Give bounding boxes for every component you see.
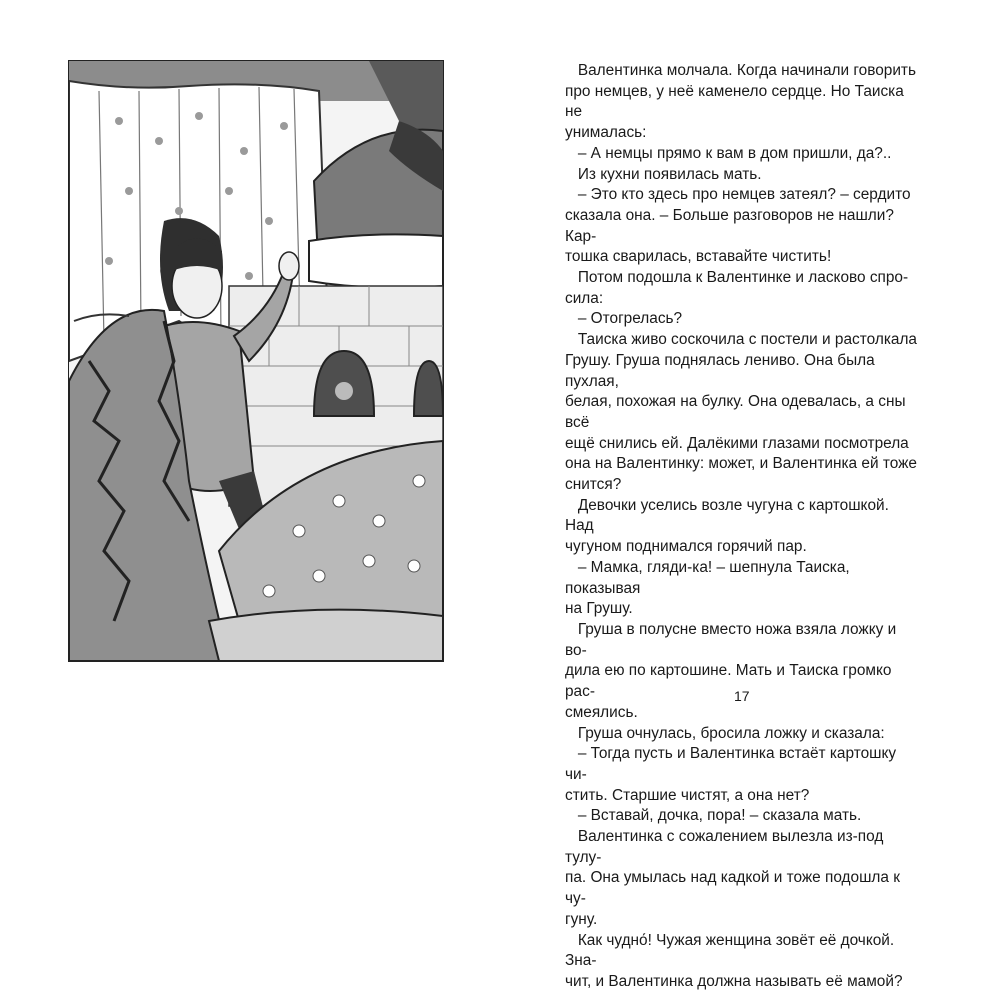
body-text [565,61,917,993]
text-line: Грушу. Груша поднялась лениво. Она была пухлая, [565,351,875,390]
text-line: – Вставай, дочка, пора! – сказала мать. [565,807,862,825]
text-line: Из кухни появилась мать. [565,165,762,183]
text-line: Валентинка с сожалением вылезла из-под тулу- [565,828,884,866]
text-line: – Отогрелась? [565,310,683,328]
text-line: ещё снились ей. Далёкими глазами посмотрела [565,434,909,452]
text-line: чит, и Валентинка должна называть её мамой? [565,972,903,990]
text-line: белая, похожая на булку. Она одевалась, а сны всё [565,393,906,431]
text-line: смеялись. [565,703,638,721]
text-line: – Мамка, гляди-ка! – шепнула Таиска, показывая [565,558,850,597]
text-line: дила ею по картошине. Мать и Таиска громко рас- [565,662,892,701]
text-line: унималась: [565,124,647,142]
text-line: она на Валентинку: может, и Валентинка ей тоже [565,455,917,473]
text-line: стить. Старшие чистят, а она нет? [565,786,810,804]
text-line: Таиска живо соскочила с постели и растолкала [565,331,917,349]
text-line: сказала она. – Больше разговоров не нашли? Кар- [565,206,894,245]
text-line: – Тогда пусть и Валентинка встаёт картошку чи- [565,745,897,783]
text-line: па. Она умылась над кадкой и тоже подошла к чу- [565,869,900,908]
text-line: Валентинка молчала. Когда начинали говорить [565,62,916,79]
text-line: Как чудно́! Чужая женщина зовёт её дочкой. Зна- [565,931,895,970]
text-line: гуну. [565,910,598,928]
text-line: чугуном поднимался горячий пар. [565,538,807,556]
text-line: про немцев, у неё каменело сердце. Но Таиска не [565,82,904,121]
text-line: сила: [565,289,604,307]
illustration-drawing [69,61,443,661]
text-line: Девочки уселись возле чугуна с картошкой. Над [565,496,889,535]
text-line: – А немцы прямо к вам в дом пришли, да?.. [565,144,892,162]
text-line: снится? [565,476,622,494]
text-line: тошка сварилась, вставайте чистить! [565,248,832,266]
text-line: Груша очнулась, бросила ложку и сказала: [565,724,885,742]
text-line: на Грушу. [565,600,633,618]
text-line: Груша в полусне вместо ножа взяла ложку и во- [565,620,897,659]
page-number: 17 [734,688,750,704]
book-illustration [68,60,444,662]
text-line: – Это кто здесь про немцев затеял? – сердито [565,186,911,204]
text-line: Потом подошла к Валентинке и ласково спро- [565,269,909,287]
